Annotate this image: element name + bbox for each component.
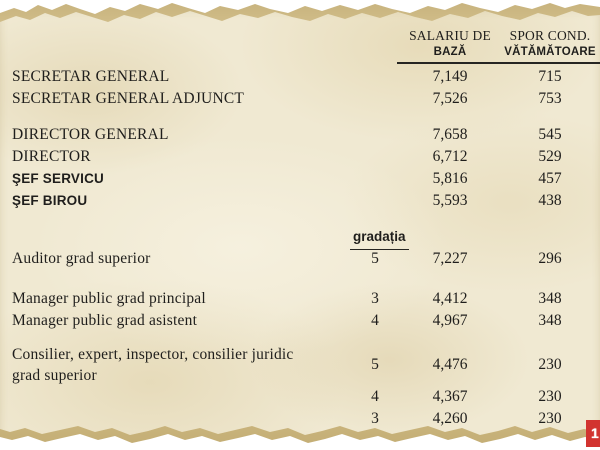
cell-salariu: 4,967 <box>432 312 468 329</box>
table-row <box>0 288 600 310</box>
column-header-salariu <box>400 27 500 61</box>
spor-header-line2: VĂTĂMĂTOARE <box>504 46 596 58</box>
table-row <box>0 88 600 110</box>
row-label: Auditor grad superior <box>12 250 151 267</box>
cell-salariu: 5,816 <box>432 170 468 187</box>
cell-spor: 545 <box>538 126 562 143</box>
cell-salariu: 7,227 <box>432 250 468 267</box>
table-row <box>0 248 600 270</box>
cell-spor <box>500 226 600 248</box>
row-spacer <box>0 212 600 226</box>
gradatia-header-row <box>0 226 600 248</box>
table-row <box>0 190 600 212</box>
cell-spor: 348 <box>538 290 562 307</box>
table-row <box>0 310 600 332</box>
table-row <box>0 344 600 386</box>
cell-salariu: 4,476 <box>432 356 468 373</box>
table-row <box>0 124 600 146</box>
gradatia-column-header <box>350 226 406 248</box>
row-label <box>0 226 350 248</box>
cell-gradatia: 3 <box>371 290 379 307</box>
cell-spor: 438 <box>538 192 562 209</box>
cell-spor: 529 <box>538 148 562 165</box>
cell-gradatia: 5 <box>371 356 379 373</box>
cell-spor: 230 <box>538 388 562 405</box>
row-label: ŞEF BIROU <box>12 193 88 208</box>
cell-salariu: 4,367 <box>432 388 468 405</box>
header-rule <box>397 62 600 64</box>
row-label-line1: Consilier, expert, inspector, consilier juridic <box>12 346 294 363</box>
row-spacer <box>0 110 600 124</box>
row-label-line2: grad superior <box>12 367 97 384</box>
cell-spor: 715 <box>538 68 562 85</box>
cell-salariu: 5,593 <box>432 192 468 209</box>
cell-gradatia <box>350 146 400 168</box>
cell-salariu <box>400 226 500 248</box>
slide-number-badge: 1 <box>586 420 600 447</box>
table-row <box>0 168 600 190</box>
cell-salariu: 7,658 <box>432 126 468 143</box>
cell-gradatia <box>350 190 400 212</box>
cell-spor: 230 <box>538 356 562 373</box>
row-label <box>0 344 350 386</box>
gradatia-label: gradația <box>350 226 409 250</box>
row-label: DIRECTOR <box>12 148 91 165</box>
salary-table-body <box>0 66 600 430</box>
row-label: ŞEF SERVICU <box>12 171 104 186</box>
cell-gradatia: 5 <box>371 250 379 267</box>
cell-gradatia: 4 <box>371 312 379 329</box>
cell-salariu: 4,260 <box>432 410 468 427</box>
salariu-header-line1: SALARIU DE <box>409 28 491 43</box>
row-label: Manager public grad asistent <box>12 312 198 329</box>
spor-header-line1: SPOR COND. <box>509 28 591 43</box>
row-label <box>0 408 350 430</box>
cell-spor: 457 <box>538 170 562 187</box>
cell-gradatia <box>350 88 400 110</box>
row-label <box>0 386 350 408</box>
cell-gradatia: 3 <box>371 410 379 427</box>
row-label: DIRECTOR GENERAL <box>12 126 169 143</box>
table-row <box>0 386 600 408</box>
table-row <box>0 66 600 88</box>
salariu-header-line2: BAZĂ <box>433 46 467 58</box>
row-label: SECRETAR GENERAL <box>12 68 170 85</box>
cell-salariu: 7,149 <box>432 68 468 85</box>
cell-gradatia <box>350 168 400 190</box>
cell-spor: 348 <box>538 312 562 329</box>
cell-gradatia: 4 <box>371 388 379 405</box>
cell-spor: 753 <box>538 90 562 107</box>
cell-spor: 296 <box>538 250 562 267</box>
cell-salariu: 4,412 <box>432 290 468 307</box>
table-row <box>0 408 600 430</box>
row-spacer <box>0 332 600 344</box>
cell-salariu: 7,526 <box>432 90 468 107</box>
cell-spor: 230 <box>538 410 562 427</box>
table-row <box>0 146 600 168</box>
cell-gradatia <box>350 124 400 146</box>
cell-salariu: 6,712 <box>432 148 468 165</box>
column-header-spor <box>500 27 600 61</box>
row-label: SECRETAR GENERAL ADJUNCT <box>12 90 245 107</box>
row-spacer <box>0 270 600 288</box>
row-label: Manager public grad principal <box>12 290 206 307</box>
cell-gradatia <box>350 66 400 88</box>
